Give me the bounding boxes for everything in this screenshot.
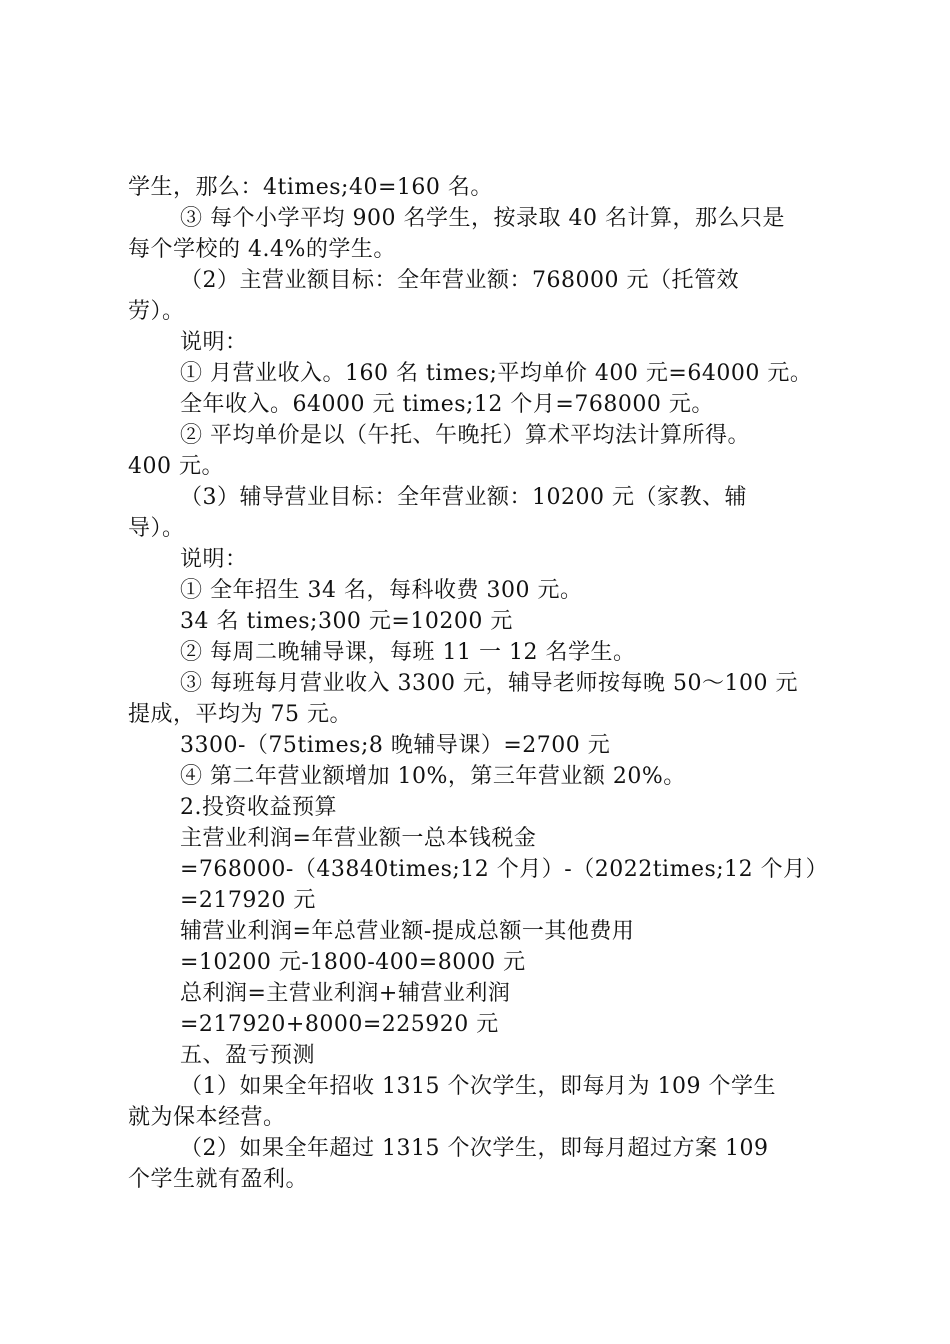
text-line: 总利润=主营业利润+辅营业利润 — [180, 981, 511, 1006]
text-line: ④ 第二年营业额增加 10%，第三年营业额 20%。 — [180, 764, 686, 789]
text-line: 说明： — [180, 330, 248, 355]
text-line: （1）如果全年招收 1315 个次学生，即每月为 109 个学生 — [180, 1074, 776, 1099]
text-line: =10200 元-1800-400=8000 元 — [180, 950, 526, 975]
text-line: 就为保本经营。 — [128, 1105, 286, 1130]
text-line: ① 月营业收入。160 名 times;平均单价 400 元=64000 元。 — [180, 361, 813, 386]
document-body — [128, 172, 828, 1195]
text-line: =217920 元 — [180, 888, 316, 913]
text-line: 3300-（75times;8 晚辅导课）=2700 元 — [180, 733, 611, 758]
text-line: 劳）。 — [128, 299, 185, 324]
text-line: 400 元。 — [128, 454, 224, 479]
text-line: 全年收入。64000 元 times;12 个月=768000 元。 — [180, 392, 714, 417]
text-line: 说明： — [180, 547, 248, 572]
text-line: （3）辅导营业目标：全年营业额：10200 元（家教、辅 — [180, 485, 747, 510]
text-line: 34 名 times;300 元=10200 元 — [180, 609, 513, 634]
section-heading: 2.投资收益预算 — [180, 795, 337, 820]
text-line: （2）如果全年超过 1315 个次学生，即每月超过方案 109 — [180, 1136, 769, 1161]
text-line: =768000-（43840times;12 个月）-（2022times;12 个月） — [180, 857, 829, 882]
text-line: 学生，那么：4times;40=160 名。 — [128, 175, 493, 200]
text-line: 辅营业利润=年总营业额-提成总额一其他费用 — [180, 919, 635, 944]
text-line: ① 全年招生 34 名，每科收费 300 元。 — [180, 578, 583, 603]
text-line: 主营业利润=年营业额一总本钱税金 — [180, 826, 537, 851]
text-line: =217920+8000=225920 元 — [180, 1012, 499, 1037]
text-line: ② 平均单价是以（午托、午晚托）算术平均法计算所得。 — [180, 423, 750, 448]
text-line: ③ 每班每月营业收入 3300 元，辅导老师按每晚 50～100 元 — [180, 671, 798, 696]
text-line: ③ 每个小学平均 900 名学生，按录取 40 名计算，那么只是 — [180, 206, 785, 231]
text-line: 提成，平均为 75 元。 — [128, 702, 352, 727]
text-line: （2）主营业额目标：全年营业额：768000 元（托管效 — [180, 268, 739, 293]
text-line: 每个学校的 4.4%的学生。 — [128, 237, 396, 262]
text-line: ② 每周二晚辅导课，每班 11 一 12 名学生。 — [180, 640, 636, 665]
text-line: 个学生就有盈利。 — [128, 1167, 309, 1192]
text-line: 导）。 — [128, 516, 185, 541]
section-heading: 五、盈亏预测 — [180, 1043, 316, 1068]
